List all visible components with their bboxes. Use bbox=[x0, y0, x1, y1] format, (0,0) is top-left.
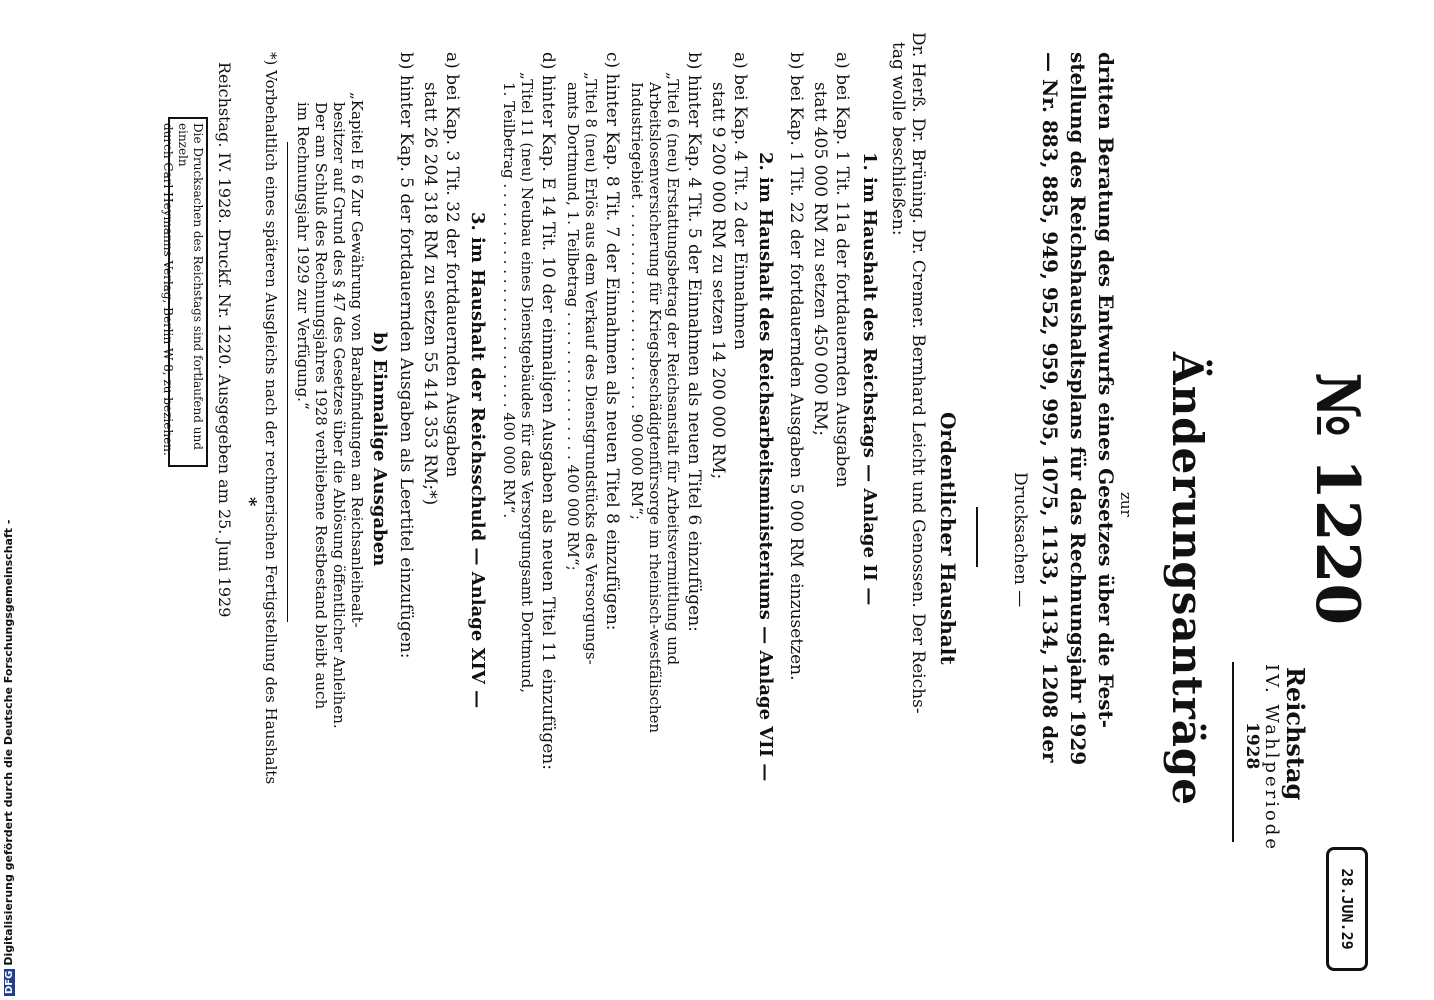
intro-line-1: Dr. Herß. Dr. Brüning. Dr. Cremer. Bernhard Leicht und Genossen. Der Reichs- bbox=[908, 32, 928, 714]
section-2-line-11: „Titel 11 (neu) Neubau eines Dienstgebäudes für das Versorgungsamt Dortmund, bbox=[518, 72, 536, 693]
year-label: 1928 bbox=[1242, 722, 1262, 770]
reichstag-label: Reichstag bbox=[1281, 667, 1310, 801]
section-2-line-7: c) hinter Kap. 8 Tit. 7 der Einnahmen als neuen Titel 8 einzufügen: bbox=[602, 52, 622, 631]
section-1-line-2: statt 405 000 RM zu setzen 450 000 RM; bbox=[810, 82, 830, 437]
section-2-line-6: Industriegebiet . . . . . . . . . . . . . . . . . . . . . . 900 000 RM“; bbox=[628, 82, 646, 520]
section-2-line-4: „Titel 6 (neu) Erstattungsbetrag der Reichsanstalt für Arbeitsvermittlung und bbox=[664, 72, 682, 666]
subsection-line-3: Der am Schluß des Rechnungsjahres 1928 verbliebene Restbestand bleibt auch bbox=[312, 102, 330, 710]
title-zur: zur bbox=[1117, 492, 1135, 517]
section-1-line-1: a) bei Kap. 1 Tit. 11a der fortdauernden Ausgaben bbox=[832, 52, 852, 488]
section-3-line-2: statt 26 204 318 RM zu setzen 55 414 353 RM;*) bbox=[420, 82, 440, 506]
wahlperiode-label: IV. Wahlperiode bbox=[1261, 664, 1282, 852]
section-2-line-3: b) hinter Kap. 4 Tit. 5 der Einnahmen als neuen Titel 6 einzufügen: bbox=[684, 52, 704, 632]
title-line-4: Drucksachen — bbox=[1010, 472, 1030, 608]
intro-line-2: tag wolle beschließen: bbox=[888, 42, 908, 236]
section-2-line-1: a) bei Kap. 4 Tit. 2 der Einnahmen bbox=[730, 52, 750, 350]
section-title: Ordentlicher Haushalt bbox=[936, 412, 960, 665]
footnote: *) Vorbehaltlich eines späteren Ausgleichs nach der rechnerischen Fertigstellung des Haushalts bbox=[262, 52, 280, 785]
footer-line: Reichstag. IV. 1928. Druckf. Nr. 1220. Ausgegeben am 25. Juni 1929 bbox=[215, 62, 234, 618]
section-2-heading: 2. im Haushalt des Reichsarbeitsministeriums — Anlage VII — bbox=[755, 152, 776, 782]
section-2-line-5: Arbeitslosenversicherung für Kriegsbeschädigtenfürsorge im rheinisch-westfälischen bbox=[646, 82, 664, 734]
title-line-2: stellung des Reichshaushaltsplans für das Rechnungsjahr 1929 bbox=[1066, 52, 1090, 766]
section-3-heading: 3. im Haushalt der Reichsschuld — Anlage XIV — bbox=[467, 212, 488, 709]
header-rule bbox=[1232, 662, 1234, 842]
section-2-line-12: 1. Teilbetrag . . . . . . . . . . . . . . . . . . . . . . . . 400 000 RM“. bbox=[500, 82, 518, 519]
section-1-line-3: b) bei Kap. 1 Tit. 22 der fortdauernden Ausgaben 5 000 RM einzusetzen. bbox=[786, 52, 806, 681]
subsection-heading: b) Einmalige Ausgaben bbox=[369, 332, 390, 567]
footnote-rule bbox=[287, 142, 288, 622]
section-2-line-9: amts Dortmund, 1. Teilbetrag . . . . . . . . . . . . . . . . 400 000 RM“; bbox=[564, 82, 582, 571]
page-star-mark: * bbox=[239, 497, 260, 507]
section-2-line-8: „Titel 8 (neu) Erlös aus dem Verkauf des Dienstgrundstücks des Versorgungs- bbox=[582, 72, 600, 665]
subsection-line-4: im Rechnungsjahr 1929 zur Verfügung.“ bbox=[294, 102, 312, 410]
document-title: Änderungsanträge bbox=[1163, 352, 1212, 807]
digitization-credit bbox=[2, 520, 15, 996]
section-3-line-3: b) hinter Kap. 5 der fortdauernden Ausgaben als Leertitel einzufügen: bbox=[396, 52, 416, 659]
rotated-document bbox=[150, 12, 1380, 962]
date-stamp: 28.JUN.29 bbox=[1326, 847, 1368, 971]
credit-text: Digitalisierung gefördert durch die Deutsche Forschungsgemeinschaft - bbox=[2, 519, 15, 966]
subsection-line-1: „Kapitel E 6 Zur Gewährung von Barabfindungen an Reichsanleihealt- bbox=[348, 92, 366, 628]
title-line-3: — Nr. 883, 885, 949, 952, 959, 995, 1075, 1133, 1134, 1208 der bbox=[1038, 52, 1062, 763]
section-2-line-2: statt 9 200 000 RM zu setzen 14 200 000 RM; bbox=[708, 82, 728, 480]
dfg-logo: DFG bbox=[4, 970, 15, 994]
section-3-line-1: a) bei Kap. 3 Tit. 32 der fortdauernden Ausgaben bbox=[442, 52, 462, 478]
subsection-line-2: besitzer auf Grund des § 47 des Gesetzes über die Ablösung öffentlicher Anleihen. bbox=[330, 102, 348, 729]
section-2-line-10: d) hinter Kap. E 14 Tit. 10 der einmaligen Ausgaben als neuen Titel 11 einzufügen: bbox=[538, 52, 558, 770]
distribution-note bbox=[161, 117, 208, 467]
distribution-note-line-2: durch Carl Heymanns Verlag, Berlin W 8, zu beziehen. bbox=[161, 123, 175, 456]
document-number: № 1220 bbox=[1302, 372, 1372, 626]
title-line-1: dritten Beratung des Entwurfs eines Gesetzes über die Fest- bbox=[1094, 52, 1118, 729]
distribution-note-line-1: Die Drucksachen des Reichstags sind fortlaufend und einzeln bbox=[176, 123, 205, 450]
section-1-heading: 1. im Haushalt des Reichstags — Anlage II — bbox=[859, 152, 880, 606]
section-divider bbox=[976, 507, 978, 567]
